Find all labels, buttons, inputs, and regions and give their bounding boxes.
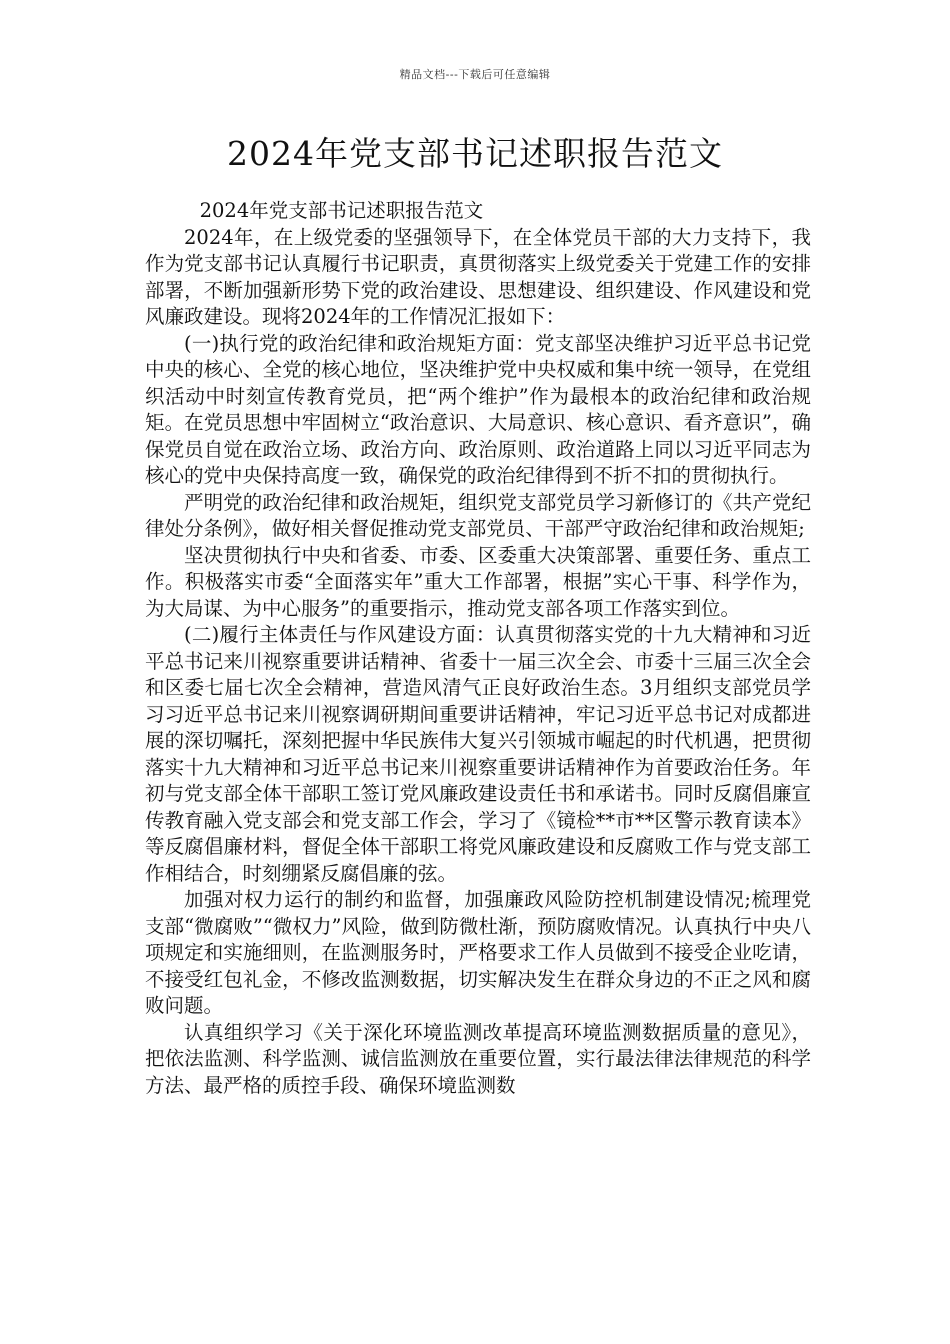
document-title: 2024年党支部书记述职报告范文 xyxy=(227,134,723,173)
body-paragraph: (二)履行主体责任与作风建设方面：认真贯彻落实党的十九大精神和习近平总书记来川视察重要讲话精神、省委十一届三次全会、市委十三届三次全会和区委七届七次全会精神，营造风清气正良好政治生态。3月组织支部党员学习习近平总书记来川视察调研期间重要讲话精神，牢记习近平总书记对成都进展的深切嘱托，深刻把握中华民族伟大复兴引领城市崛起的时代机遇，把贯彻落实十九大精神和习近平总书记来川视察重要讲话精神作为首要政治任务。年初与党支部全体干部职工签订党风廉政建设责任书和承诺书。同时反腐倡廉宣传教育融入党支部会和党支部工作会，学习了《镜检**市**区警示教育读本》等反腐倡廉材料，督促全体干部职工将党风廉政建设和反腐败工作与党支部工作相结合，时刻绷紧反腐倡廉的弦。 xyxy=(145,623,811,885)
body-paragraph: 2024年，在上级党委的坚强领导下，在全体党员干部的大力支持下，我作为党支部书记认真履行书记职责，真贯彻落实上级党委关于党建工作的安排部署，不断加强新形势下党的政治建设、思想建设、组织建设、作风建设和党风廉政建设。现将2024年的工作情况汇报如下： xyxy=(145,225,811,328)
body-paragraph: 加强对权力运行的制约和监督，加强廉政风险防控机制建设情况;梳理党支部“微腐败”“微权力”风险，做到防微杜渐，预防腐败情况。认真执行中央八项规定和实施细则，在监测服务时，严格要求工作人员做到不接受企业吃请，不接受红包礼金，不修改监测数据，切实解决发生在群众身边的不正之风和腐败问题。 xyxy=(145,888,811,1017)
subtitle-paragraph: 2024年党支部书记述职报告范文 xyxy=(199,199,484,222)
body-paragraph: 认真组织学习《关于深化环境监测改革提高环境监测数据质量的意见》，把依法监测、科学监测、诚信监测放在重要位置，实行最法律法律规范的科学方法、最严格的质控手段、确保环境监测数 xyxy=(145,1020,811,1097)
body-paragraph: 坚决贯彻执行中央和省委、市委、区委重大决策部署、重要任务、重点工作。积极落实市委“全面落实年”重大工作部署，根据”实心干事、科学作为，为大局谋、为中心服务”的重要指示，推动党支部各项工作落实到位。 xyxy=(145,543,811,620)
header-note: 精品文档---下载后可任意编辑 xyxy=(399,68,551,81)
document-body xyxy=(145,198,811,1099)
body-paragraph: (一)执行党的政治纪律和政治规矩方面：党支部坚决维护习近平总书记党中央的核心、全党的核心地位，坚决维护党中央权威和集中统一领导，在党组织活动中时刻宣传教育党员，把“两个维护”作为最根本的政治纪律和政治规矩。在党员思想中牢固树立“政治意识、大局意识、核心意识、看齐意识”，确保党员自觉在政治立场、政治方向、政治原则、政治道路上同以习近平同志为核心的党中央保持高度一致，确保党的政治纪律得到不折不扣的贯彻执行。 xyxy=(145,331,811,487)
body-paragraph: 严明党的政治纪律和政治规矩，组织党支部党员学习新修订的《共产党纪律处分条例》，做好相关督促推动党支部党员、干部严守政治纪律和政治规矩; xyxy=(145,490,811,540)
